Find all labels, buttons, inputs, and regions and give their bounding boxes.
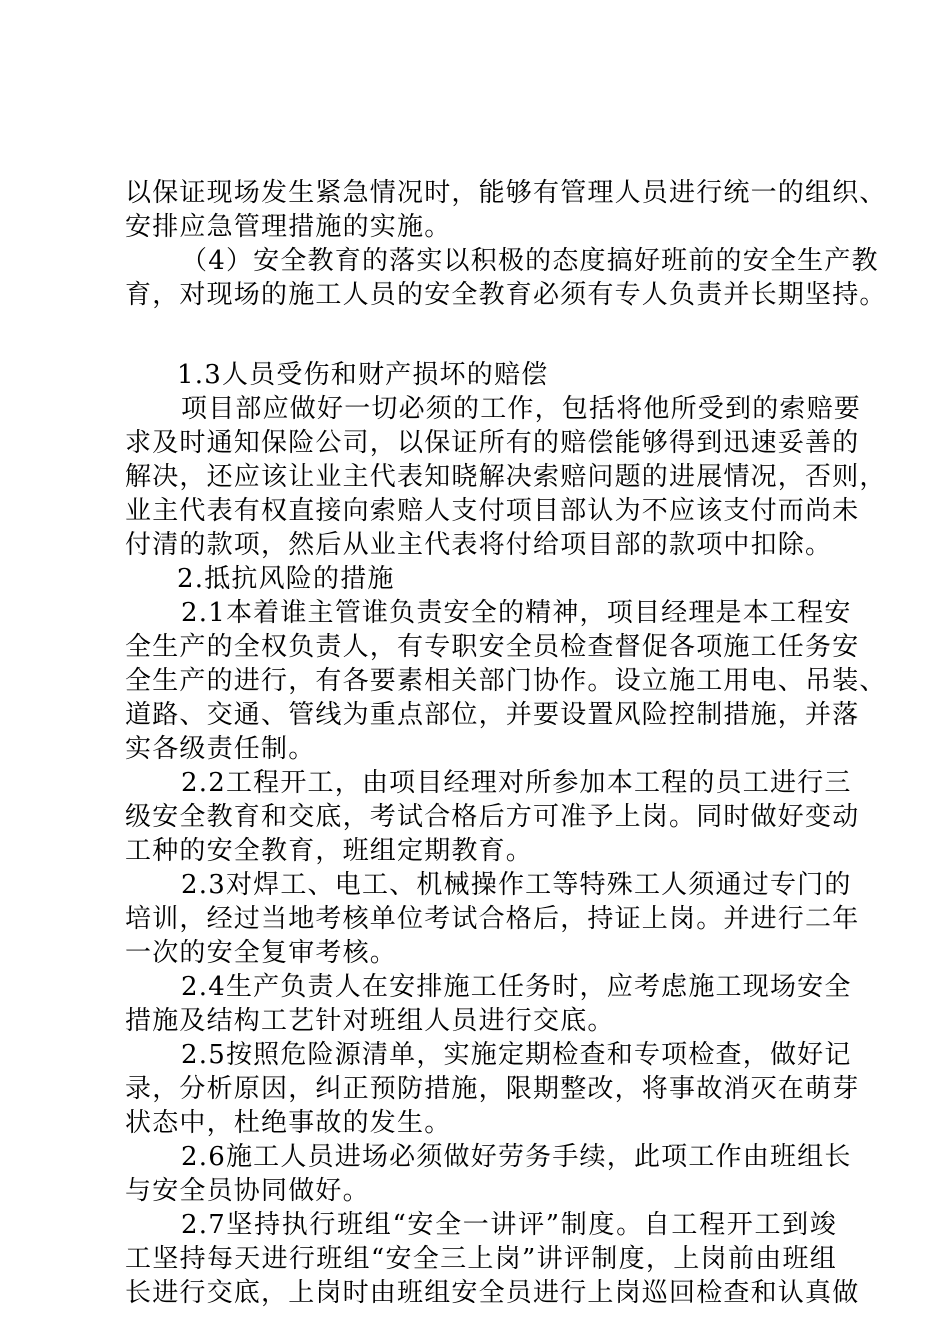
text-line: （4）安全教育的落实以积极的态度搞好班前的安全生产教 (181, 246, 879, 276)
heading-text: 1.3人员受伤和财产损坏的赔偿 (177, 360, 549, 390)
text-line: 状态中，杜绝事故的发生。 (125, 1108, 452, 1138)
paragraph (125, 1208, 860, 1310)
section-heading (125, 358, 837, 392)
section-heading (125, 562, 837, 596)
text-line: 实各级责任制。 (125, 734, 316, 764)
paragraph (125, 1038, 860, 1140)
document-body (125, 176, 887, 1310)
text-line: 2.4生产负责人在安排施工任务时，应考虑施工现场安全 (181, 972, 852, 1002)
paragraph (125, 1140, 852, 1208)
text-line: 与安全员协同做好。 (125, 1176, 370, 1206)
paragraph (125, 868, 860, 970)
heading-text: 2.抵抗风险的措施 (177, 564, 395, 594)
text-line: 全生产的进行，有各要素相关部门协作。设立施工用电、吊装、 (125, 666, 887, 696)
text-line: 长进行交底，上岗时由班组安全员进行上岗巡回检查和认真做 (125, 1278, 860, 1308)
text-line: 全生产的全权负责人，有专职安全员检查督促各项施工任务安 (125, 632, 860, 662)
text-line: 级安全教育和交底，考试合格后方可准予上岗。同时做好变动 (125, 802, 860, 832)
text-line: 以保证现场发生紧急情况时，能够有管理人员进行统一的组织、 (125, 178, 887, 208)
text-line: 道路、交通、管线为重点部位，并要设置风险控制措施，并落 (125, 700, 860, 730)
paragraph (125, 244, 887, 312)
text-line: 安排应急管理措施的实施。 (125, 212, 452, 242)
text-line: 培训，经过当地考核单位考试合格后，持证上岗。并进行二年 (125, 904, 860, 934)
spacer (125, 312, 837, 358)
text-line: 2.3对焊工、电工、机械操作工等特殊工人须通过专门的 (181, 870, 852, 900)
text-line: 2.7坚持执行班组“安全一讲评”制度。自工程开工到竣 (181, 1210, 837, 1240)
paragraph (125, 392, 887, 562)
paragraph (125, 596, 887, 766)
text-line: 一次的安全复审考核。 (125, 938, 398, 968)
text-line: 付清的款项，然后从业主代表将付给项目部的款项中扣除。 (125, 530, 833, 560)
text-line: 工坚持每天进行班组“安全三上岗”讲评制度，上岗前由班组 (125, 1244, 837, 1274)
text-line: 录，分析原因，纠正预防措施，限期整改，将事故消灭在萌芽 (125, 1074, 860, 1104)
paragraph (125, 766, 860, 868)
text-line: 求及时通知保险公司，以保证所有的赔偿能够得到迅速妥善的 (125, 428, 860, 458)
text-line: 育，对现场的施工人员的安全教育必须有专人负责并长期坚持。 (125, 280, 887, 310)
text-line: 项目部应做好一切必须的工作，包括将他所受到的索赔要 (181, 394, 862, 424)
paragraph (125, 970, 852, 1038)
text-line: 工种的安全教育，班组定期教育。 (125, 836, 534, 866)
text-line: 措施及结构工艺针对班组人员进行交底。 (125, 1006, 615, 1036)
text-line: 2.2工程开工，由项目经理对所参加本工程的员工进行三 (181, 768, 852, 798)
paragraph (125, 176, 887, 244)
text-line: 2.6施工人员进场必须做好劳务手续，此项工作由班组长 (181, 1142, 852, 1172)
text-line: 业主代表有权直接向索赔人支付项目部认为不应该支付而尚未 (125, 496, 860, 526)
text-line: 2.1本着谁主管谁负责安全的精神，项目经理是本工程安 (181, 598, 852, 628)
text-line: 2.5按照危险源清单，实施定期检查和专项检查，做好记 (181, 1040, 852, 1070)
text-line: 解决，还应该让业主代表知晓解决索赔问题的进展情况，否则， (125, 462, 887, 492)
